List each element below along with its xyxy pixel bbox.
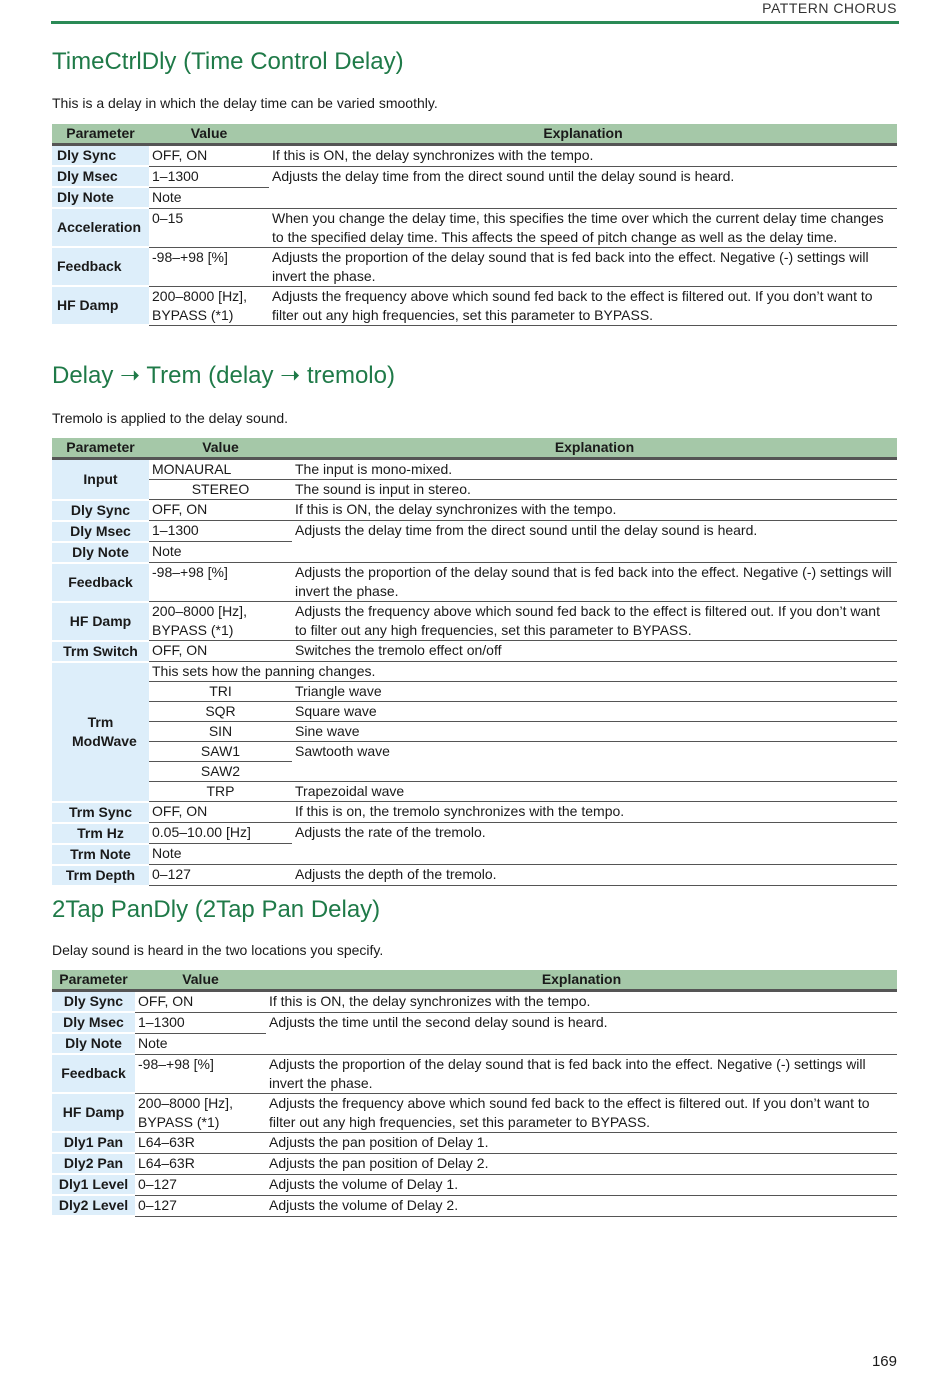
- param-value: STEREO: [149, 480, 292, 500]
- param-value: 0–127: [149, 865, 292, 886]
- param-explanation: Adjusts the proportion of the delay sound that is fed back into the effect. Negative (-) settings will invert the phase.: [266, 1054, 897, 1093]
- param-explanation: If this is on, the tremolo synchronizes with the tempo.: [292, 802, 897, 823]
- table-row: [52, 782, 897, 802]
- param-value: TRP: [149, 782, 292, 802]
- param-explanation: Switches the tremolo effect on/off: [292, 641, 897, 662]
- param-explanation: Adjusts the delay time from the direct sound until the delay sound is heard.: [269, 166, 897, 208]
- param-name: Trm Switch: [52, 641, 149, 662]
- param-name: Dly2 Pan: [52, 1153, 135, 1174]
- page-number: 169: [871, 1353, 897, 1370]
- param-explanation: Square wave: [292, 702, 897, 722]
- param-value: TRI: [149, 682, 292, 702]
- param-value: Note: [135, 1033, 266, 1054]
- table-row: [52, 641, 897, 662]
- param-value: 0–15: [149, 208, 269, 247]
- param-name: HF Damp: [52, 1093, 135, 1132]
- param-explanation: Trapezoidal wave: [292, 782, 897, 802]
- param-value: OFF, ON: [149, 500, 292, 521]
- column-header-parameter: Parameter: [52, 970, 135, 991]
- param-name: Acceleration: [52, 208, 149, 247]
- column-header-value: Value: [149, 438, 292, 459]
- param-explanation: If this is ON, the delay synchronizes with the tempo.: [266, 991, 897, 1013]
- param-explanation: Adjusts the time until the second delay sound is heard.: [266, 1012, 897, 1054]
- table-row: [52, 823, 897, 844]
- param-name: Feedback: [52, 563, 149, 602]
- table-row: [52, 480, 897, 500]
- parameter-table: [52, 124, 897, 326]
- param-name: Dly Note: [52, 542, 149, 563]
- section-intro: Delay sound is heard in the two locations you specify.: [52, 942, 384, 958]
- param-explanation: When you change the delay time, this specifies the time over which the current delay time changes to the specified delay time. This affects the speed of pitch change as well as the delay time.: [269, 208, 897, 247]
- table-row: [52, 1093, 897, 1132]
- table-row: [52, 662, 897, 682]
- parameter-table: [52, 438, 897, 887]
- param-value: L64–63R: [135, 1153, 266, 1174]
- section-delay-trem: [52, 362, 897, 883]
- param-explanation: Adjusts the delay time from the direct sound until the delay sound is heard.: [292, 521, 897, 563]
- param-value: 1–1300: [149, 166, 269, 187]
- param-name: Dly Sync: [52, 500, 149, 521]
- section-title: Delay ➝ Trem (delay ➝ tremolo): [52, 362, 395, 389]
- param-explanation: Sine wave: [292, 722, 897, 742]
- param-name: Dly1 Pan: [52, 1132, 135, 1153]
- param-name: Dly Msec: [52, 1012, 135, 1033]
- param-name: Input: [52, 459, 149, 500]
- param-name: Dly2 Level: [52, 1195, 135, 1216]
- section-intro: This is a delay in which the delay time can be varied smoothly.: [52, 95, 438, 111]
- param-name: Dly Sync: [52, 145, 149, 167]
- param-explanation: Sawtooth wave: [292, 742, 897, 782]
- table-row: [52, 1174, 897, 1195]
- param-value: MONAURAL: [149, 459, 292, 480]
- column-header-value: Value: [135, 970, 266, 991]
- param-explanation: If this is ON, the delay synchronizes with the tempo.: [292, 500, 897, 521]
- table-row: [52, 286, 897, 325]
- param-explanation: Adjusts the frequency above which sound fed back to the effect is filtered out. If you don’t want to filter out any high frequencies, set this parameter to BYPASS.: [269, 286, 897, 325]
- table-row: [52, 802, 897, 823]
- column-header-explanation: Explanation: [269, 124, 897, 145]
- table-row: [52, 1153, 897, 1174]
- param-value: Note: [149, 542, 292, 563]
- param-name: HF Damp: [52, 286, 149, 325]
- column-header-explanation: Explanation: [292, 438, 897, 459]
- param-value: 200–8000 [Hz], BYPASS (*1): [149, 286, 269, 325]
- table-row: [52, 459, 897, 480]
- table-row: [52, 991, 897, 1013]
- param-explanation: Adjusts the pan position of Delay 1.: [266, 1132, 897, 1153]
- param-name: Feedback: [52, 1054, 135, 1093]
- section-intro: Tremolo is applied to the delay sound.: [52, 410, 289, 426]
- section-2tap-pandly: [52, 896, 897, 1213]
- param-value: 0–127: [135, 1174, 266, 1195]
- param-value: L64–63R: [135, 1132, 266, 1153]
- table-row: [52, 247, 897, 286]
- param-value: 200–8000 [Hz], BYPASS (*1): [135, 1093, 266, 1132]
- param-value: OFF, ON: [149, 802, 292, 823]
- param-name: Dly Note: [52, 1033, 135, 1054]
- param-explanation: Adjusts the volume of Delay 1.: [266, 1174, 897, 1195]
- column-header-parameter: Parameter: [52, 124, 149, 145]
- page-header-title: PATTERN CHORUS: [762, 0, 897, 16]
- header-rule: [51, 21, 899, 24]
- param-explanation: If this is ON, the delay synchronizes with the tempo.: [269, 145, 897, 167]
- param-value: 200–8000 [Hz], BYPASS (*1): [149, 602, 292, 641]
- param-name: Trm ModWave: [52, 662, 149, 802]
- param-explanation: Adjusts the frequency above which sound fed back to the effect is filtered out. If you don’t want to filter out any high frequencies, set this parameter to BYPASS.: [266, 1093, 897, 1132]
- table-row: [52, 1132, 897, 1153]
- param-name: Trm Depth: [52, 865, 149, 886]
- column-header-explanation: Explanation: [266, 970, 897, 991]
- param-value: 1–1300: [149, 521, 292, 542]
- column-header-parameter: Parameter: [52, 438, 149, 459]
- param-explanation: The sound is input in stereo.: [292, 480, 897, 500]
- param-name: Trm Sync: [52, 802, 149, 823]
- table-row: [52, 563, 897, 602]
- param-name: Dly Msec: [52, 521, 149, 542]
- table-row: [52, 602, 897, 641]
- param-value: 0.05–10.00 [Hz]: [149, 823, 292, 844]
- table-row: [52, 1195, 897, 1216]
- param-value: SQR: [149, 702, 292, 722]
- table-row: [52, 865, 897, 886]
- param-name: Trm Note: [52, 844, 149, 865]
- param-value: -98–+98 [%]: [135, 1054, 266, 1093]
- table-row: [52, 1054, 897, 1093]
- param-value: SAW1: [149, 742, 292, 762]
- param-value: Note: [149, 187, 269, 208]
- param-explanation: Triangle wave: [292, 682, 897, 702]
- table-row: [52, 702, 897, 722]
- param-value: Note: [149, 844, 292, 865]
- table-row: [52, 1012, 897, 1033]
- param-explanation: Adjusts the proportion of the delay sound that is fed back into the effect. Negative (-) settings will invert the phase.: [269, 247, 897, 286]
- param-name: Dly Msec: [52, 166, 149, 187]
- parameter-table: [52, 970, 897, 1217]
- section-timectrldly: [52, 48, 897, 323]
- table-row: [52, 145, 897, 167]
- table-row: [52, 521, 897, 542]
- param-name: Dly1 Level: [52, 1174, 135, 1195]
- table-row: [52, 208, 897, 247]
- param-explanation: Adjusts the frequency above which sound fed back to the effect is filtered out. If you don’t want to filter out any high frequencies, set this parameter to BYPASS.: [292, 602, 897, 641]
- column-header-value: Value: [149, 124, 269, 145]
- section-title: TimeCtrlDly (Time Control Delay): [52, 48, 404, 75]
- param-explanation: Adjusts the rate of the tremolo.: [292, 823, 897, 865]
- param-explanation: The input is mono-mixed.: [292, 459, 897, 480]
- param-value: SAW2: [149, 762, 292, 782]
- param-value: OFF, ON: [149, 145, 269, 167]
- param-explanation: Adjusts the volume of Delay 2.: [266, 1195, 897, 1216]
- param-value: OFF, ON: [135, 991, 266, 1013]
- param-name: Trm Hz: [52, 823, 149, 844]
- param-value: 1–1300: [135, 1012, 266, 1033]
- param-name: Dly Note: [52, 187, 149, 208]
- table-row: [52, 682, 897, 702]
- param-explanation: Adjusts the depth of the tremolo.: [292, 865, 897, 886]
- param-name: Feedback: [52, 247, 149, 286]
- param-value: OFF, ON: [149, 641, 292, 662]
- table-row: [52, 742, 897, 762]
- param-value: -98–+98 [%]: [149, 247, 269, 286]
- section-title: 2Tap PanDly (2Tap Pan Delay): [52, 896, 381, 923]
- param-value: SIN: [149, 722, 292, 742]
- table-row: [52, 722, 897, 742]
- param-name: HF Damp: [52, 602, 149, 641]
- param-name: Dly Sync: [52, 991, 135, 1013]
- table-row: [52, 166, 897, 187]
- param-value: -98–+98 [%]: [149, 563, 292, 602]
- param-value-description: This sets how the panning changes.: [149, 662, 897, 682]
- param-explanation: Adjusts the proportion of the delay sound that is fed back into the effect. Negative (-) settings will invert the phase.: [292, 563, 897, 602]
- param-explanation: Adjusts the pan position of Delay 2.: [266, 1153, 897, 1174]
- table-row: [52, 500, 897, 521]
- param-value: 0–127: [135, 1195, 266, 1216]
